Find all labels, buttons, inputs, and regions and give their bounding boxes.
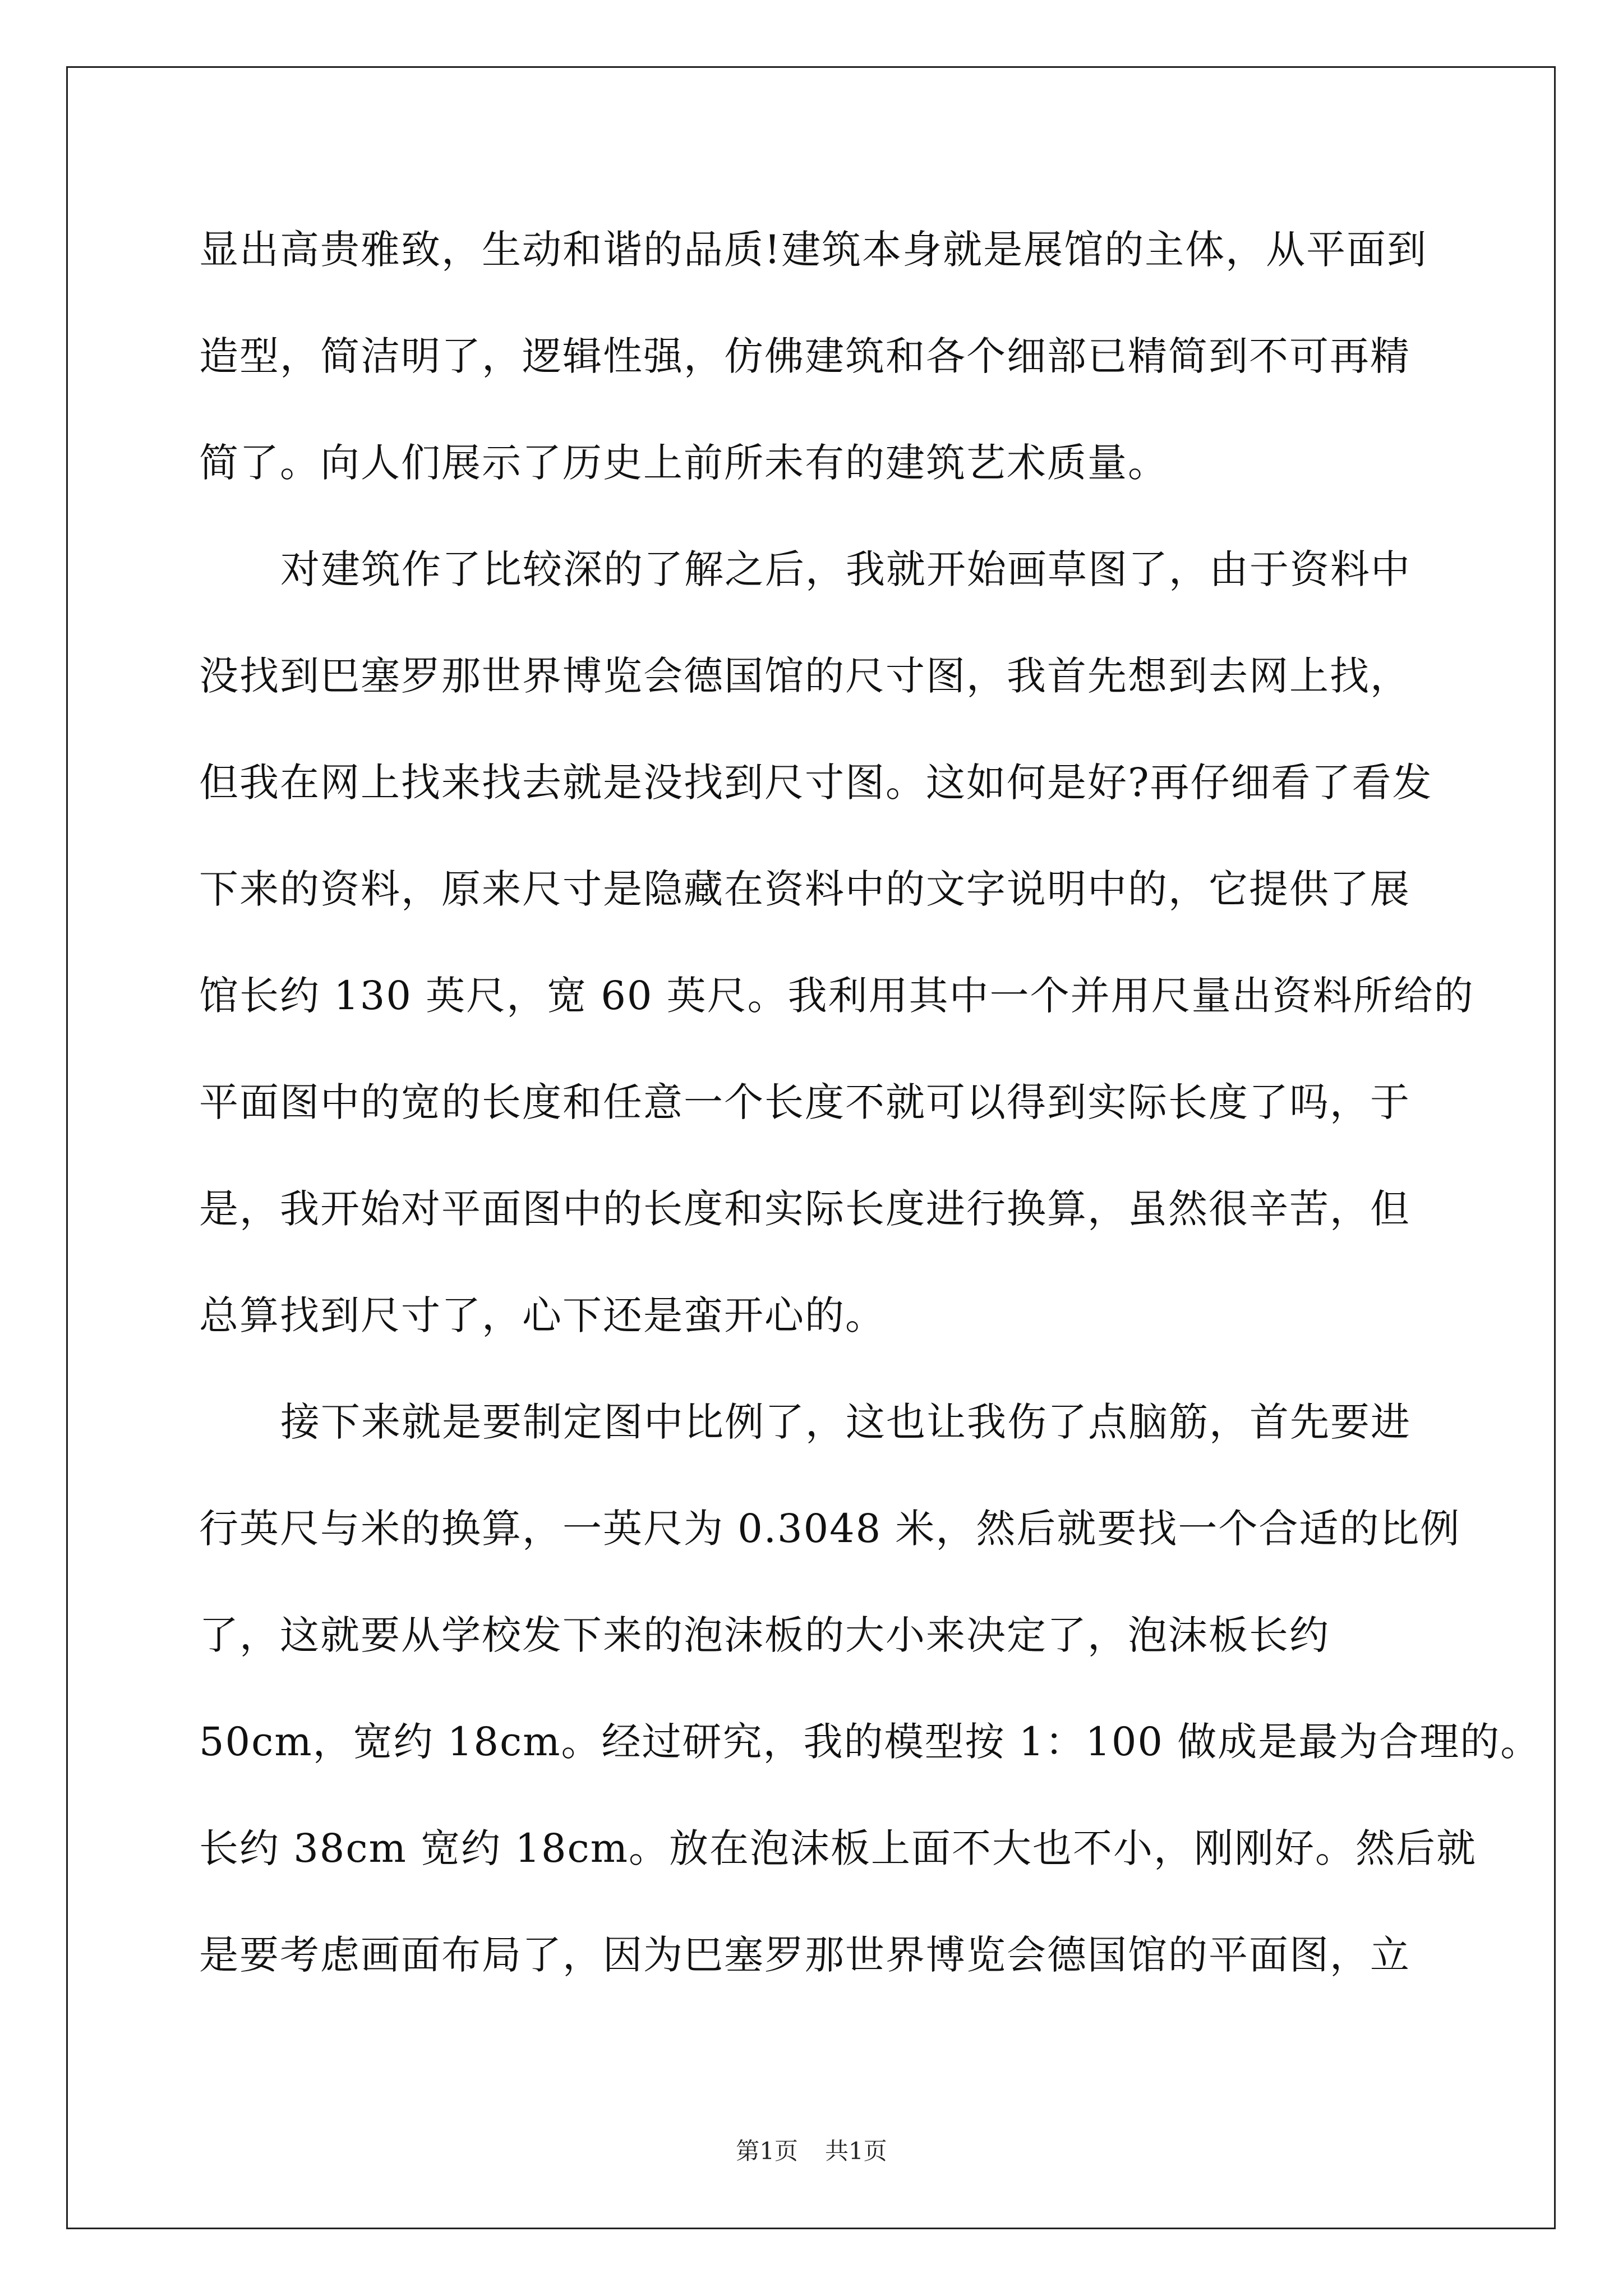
text-line: 是要考虑画面布局了，因为巴塞罗那世界博览会德国馆的平面图，立 xyxy=(199,1932,1410,1978)
text-line: 总算找到尺寸了，心下还是蛮开心的。 xyxy=(199,1292,886,1338)
text-line: 下来的资料，原来尺寸是隐藏在资料中的文字说明中的，它提供了展 xyxy=(199,866,1410,912)
paragraph-start-line: 接下来就是要制定图中比例了，这也让我伤了点脑筋，首先要进 xyxy=(280,1399,1411,1445)
text-line: 馆长约 130 英尺，宽 60 英尺。我利用其中一个并用尺量出资料所给的 xyxy=(199,973,1474,1019)
text-line: 50cm，宽约 18cm。经过研究，我的模型按 1：100 做成是最为合理的。 xyxy=(199,1719,1541,1765)
text-line: 长约 38cm 宽约 18cm。放在泡沫板上面不大也不小，刚刚好。然后就 xyxy=(199,1825,1477,1871)
text-line: 是，我开始对平面图中的长度和实际长度进行换算，虽然很辛苦，但 xyxy=(199,1186,1410,1232)
text-line: 了，这就要从学校发下来的泡沫板的大小来决定了，泡沫板长约 xyxy=(199,1612,1330,1658)
text-line: 简了。向人们展示了历史上前所未有的建筑艺术质量。 xyxy=(199,440,1168,486)
text-line: 造型，简洁明了，逻辑性强，仿佛建筑和各个细部已精简到不可再精 xyxy=(199,333,1410,379)
page-number-total: 共1页 xyxy=(825,2137,887,2165)
text-line: 显出高贵雅致，生动和谐的品质!建筑本身就是展馆的主体，从平面到 xyxy=(199,227,1428,273)
page-footer xyxy=(0,2134,1623,2168)
document-body xyxy=(199,216,1541,2028)
page-number-current: 第1页 xyxy=(736,2137,798,2165)
text-line: 但我在网上找来找去就是没找到尺寸图。这如何是好?再仔细看了看发 xyxy=(199,760,1433,806)
text-line: 平面图中的宽的长度和任意一个长度不就可以得到实际长度了吗，于 xyxy=(199,1079,1410,1125)
paragraph-start-line: 对建筑作了比较深的了解之后，我就开始画草图了，由于资料中 xyxy=(280,546,1411,592)
text-line: 没找到巴塞罗那世界博览会德国馆的尺寸图，我首先想到去网上找， xyxy=(199,653,1410,699)
text-line: 行英尺与米的换算，一英尺为 0.3048 米，然后就要找一个合适的比例 xyxy=(199,1506,1461,1552)
